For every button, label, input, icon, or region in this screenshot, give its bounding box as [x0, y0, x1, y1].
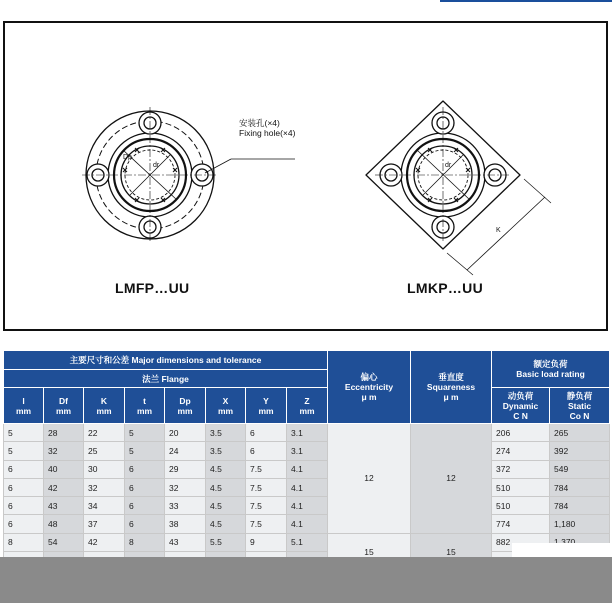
dp-label: Dp	[123, 154, 132, 161]
col-z-header: Z mm	[287, 388, 328, 424]
eccentricity-value: 12	[328, 424, 411, 534]
flange-drawings	[5, 23, 610, 333]
table-row: 6 48 37 6 38 4.5 7.5 4.1 774 1,180	[4, 515, 610, 533]
col-k-header: K mm	[84, 388, 125, 424]
squareness-value: 15	[411, 533, 492, 570]
dynamic-load-header: 动负荷 Dynamic C N	[492, 388, 550, 424]
flange-header: 法兰 Flange	[4, 370, 328, 388]
cropped-bottom-overlay	[0, 557, 612, 603]
col-y-header: Y mm	[246, 388, 287, 424]
table-row: 6 43 34 6 33 4.5 7.5 4.1 510 784	[4, 497, 610, 515]
top-accent-line	[440, 0, 612, 2]
technical-drawing-panel	[3, 21, 608, 331]
col-dp-header: Dp mm	[165, 388, 206, 424]
col-x-header: X mm	[206, 388, 246, 424]
squareness-header: 垂直度 Squareness μ m	[411, 351, 492, 424]
col-l-header: l mm	[4, 388, 44, 424]
col-df-header: Df mm	[44, 388, 84, 424]
dr-label-right: dr	[445, 162, 452, 169]
table-row: 8 54 42 8 43 5.5 9 5.1 15 15 882	[4, 533, 610, 551]
squareness-value: 12	[411, 424, 492, 534]
major-dimensions-header: 主要尺寸和公差 Major dimensions and tolerance	[4, 351, 328, 370]
model-lmfp-label: LMFP…UU	[115, 280, 190, 296]
fixing-hole-label	[239, 118, 295, 138]
table-row: 5 32 25 5 24 3.5 6 3.1 274 392	[4, 442, 610, 460]
fixing-hole-label-cn: 安装孔(×4)	[239, 118, 280, 128]
k-label: K	[496, 227, 501, 234]
dr-label-left: dr	[153, 162, 160, 169]
fixing-hole-label-en: Fixing hole(×4)	[239, 128, 296, 138]
eccentricity-value: 15	[328, 533, 411, 570]
static-load-header: 静负荷 Static Co N	[550, 388, 610, 424]
basic-load-rating-header: 额定负荷 Basic load rating	[492, 351, 610, 388]
col-t-header: t mm	[125, 388, 165, 424]
square-flange-drawing	[366, 101, 551, 275]
model-lmkp-label: LMKP…UU	[407, 280, 483, 296]
table-row: 5 28 22 5 20 3.5 6 3.1 12 12 206 265	[4, 424, 610, 442]
table-row: 6 42 32 6 32 4.5 7.5 4.1 510 784	[4, 478, 610, 496]
table-row: 6 40 30 6 29 4.5 7.5 4.1 372 549	[4, 460, 610, 478]
dimensions-table	[3, 350, 610, 570]
eccentricity-header: 偏心 Eccentricity μ m	[328, 351, 411, 424]
